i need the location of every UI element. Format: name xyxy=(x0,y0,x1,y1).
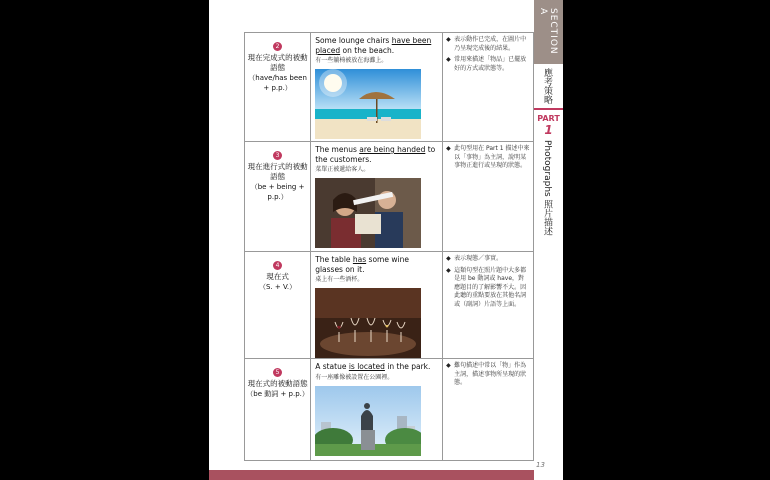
example-translation: 菜單正被遞給客人。 xyxy=(315,166,370,173)
grammar-cell xyxy=(245,252,311,359)
highlighted-verb: is located xyxy=(348,362,385,371)
example-translation: 有一座雕像被設置在公園裡。 xyxy=(315,373,394,381)
table-row xyxy=(245,33,534,142)
table-row xyxy=(245,142,534,252)
highlighted-verb: are being handed xyxy=(359,145,426,154)
note-item xyxy=(446,36,530,53)
table-row xyxy=(245,252,534,359)
notes-cell xyxy=(443,359,534,461)
note-text: 表示現態／事實。 xyxy=(454,255,503,262)
section-label: SECTION A xyxy=(538,8,558,55)
row-number-badge: 2 xyxy=(273,42,282,51)
note-text: 表示動作已完成，在圖片中乃呈現完成後的結果。 xyxy=(454,36,527,52)
diamond-bullet-icon: ◆ xyxy=(446,362,451,369)
part-label: PART xyxy=(537,114,560,123)
part-number: 1 xyxy=(544,123,553,137)
diamond-bullet-icon: ◆ xyxy=(446,56,451,63)
tense-label: 現在完成式的被動語態 xyxy=(247,53,308,72)
note-item xyxy=(446,362,530,388)
row-number-badge: 5 xyxy=(273,368,282,377)
diamond-bullet-icon: ◆ xyxy=(446,36,451,43)
grammar-cell xyxy=(245,359,311,461)
example-sentence: The table has some wine glasses on it. xyxy=(315,255,409,274)
example-translation: 桌上有一些酒杯。 xyxy=(315,276,364,283)
tense-formula: （be 動詞 + p.p.） xyxy=(246,390,309,398)
note-text: 這類句型在照片題中大多都是用 be 動詞或 have，對應題目的了解影響不大。因此聽的重點要放在其他名詞或（副詞）片語等上面。 xyxy=(454,266,527,308)
section-title: 應考策略 xyxy=(542,68,552,104)
diamond-bullet-icon: ◆ xyxy=(446,145,451,152)
diamond-bullet-icon: ◆ xyxy=(446,255,451,262)
table-row xyxy=(245,359,534,461)
note-text: 此句型用在 Part 1 描述中來以「事物」為主詞，說明某事物正進行或呈現的狀態。 xyxy=(454,145,530,169)
part-subtitle: Photographs 照片描述 xyxy=(542,140,552,236)
book-page xyxy=(209,0,563,480)
row-number-badge: 3 xyxy=(273,151,282,160)
tense-label: 現在進行式的被動語態 xyxy=(247,162,308,181)
example-sentence: The menus are being handed to the customers. xyxy=(315,145,436,164)
wine-glasses-photo xyxy=(315,288,421,358)
example-sentence: Some lounge chairs have been placed on the beach. xyxy=(315,36,432,55)
grammar-cell xyxy=(245,142,311,252)
grammar-cell xyxy=(245,33,311,142)
tense-formula: （have/has been + p.p.） xyxy=(248,74,307,92)
tense-label: 現在式 xyxy=(266,272,289,281)
notes-cell xyxy=(443,252,534,359)
note-item xyxy=(446,145,530,171)
section-tab xyxy=(534,0,563,64)
tense-formula: （be + being + p.p.） xyxy=(250,183,305,201)
notes-cell xyxy=(443,33,534,142)
side-tab xyxy=(534,0,563,480)
diamond-bullet-icon: ◆ xyxy=(446,266,451,274)
note-item xyxy=(446,255,530,264)
park-statue-photo xyxy=(315,386,421,456)
example-cell xyxy=(311,142,443,252)
tense-formula: （S. + V.） xyxy=(259,283,297,291)
example-cell xyxy=(311,359,443,461)
highlighted-verb: has xyxy=(352,255,367,264)
page-number: 13 xyxy=(536,461,545,469)
tab-divider xyxy=(534,108,563,110)
restaurant-menu-photo xyxy=(315,178,421,248)
tense-label: 現在式的被動語態 xyxy=(247,379,308,388)
bottom-color-bar xyxy=(209,470,535,480)
grammar-table xyxy=(244,32,534,461)
note-text: 難句描述中常以「物」作為主詞，描述事物所呈現的狀態。 xyxy=(454,362,527,386)
highlighted-verb: have been placed xyxy=(315,36,432,55)
beach-umbrella-photo xyxy=(315,69,421,139)
notes-cell xyxy=(443,142,534,252)
example-cell xyxy=(311,252,443,359)
note-item xyxy=(446,56,530,73)
note-text: 常用來描述「物品」已擺放好的方式或狀態等。 xyxy=(454,56,527,72)
example-cell xyxy=(311,33,443,142)
row-number-badge: 4 xyxy=(273,261,282,270)
example-translation: 有一些躺椅被放在海灘上。 xyxy=(315,57,388,64)
note-item xyxy=(446,267,530,310)
example-sentence: A statue is located in the park. xyxy=(315,362,431,371)
